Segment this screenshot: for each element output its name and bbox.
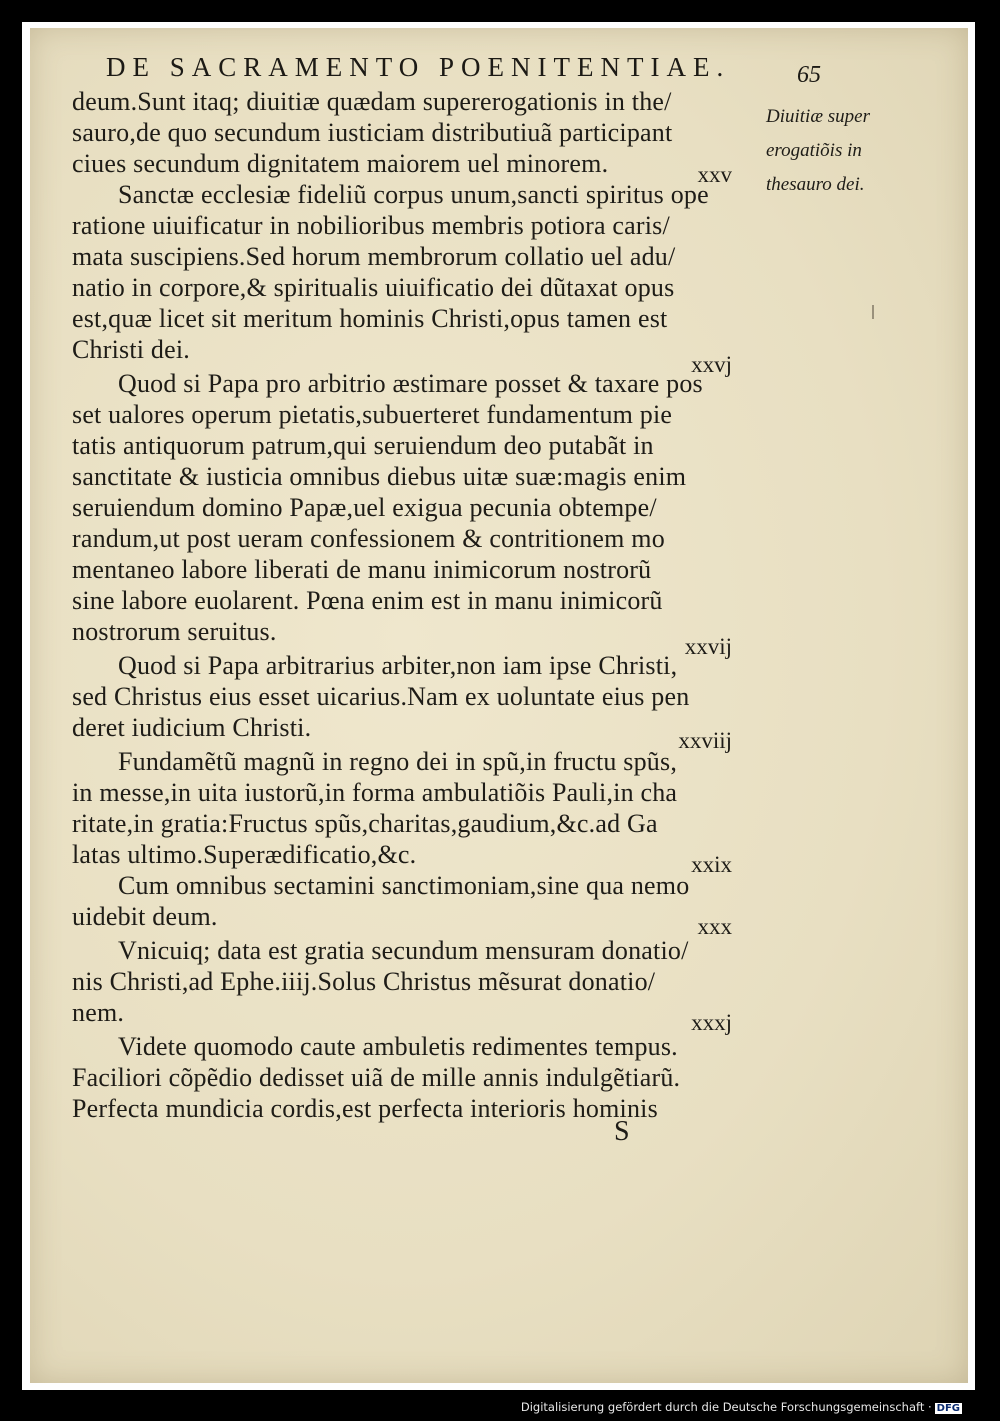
thesis-numeral: xxx	[697, 914, 732, 939]
margin-note-line: erogatiõis in	[766, 140, 862, 161]
text-line: ritate,in gratia:Fructus spũs,charitas,gaudium,&c.ad Ga	[72, 809, 658, 838]
signature-mark: S	[614, 1116, 630, 1147]
text-line: sauro,de quo secundum iusticiam distributiuã participant	[72, 118, 673, 147]
running-header: DE SACRAMENTO POENITENTIAE.	[106, 52, 731, 82]
margin-note	[766, 100, 870, 202]
text-line: sine labore euolarent. Pœna enim est in manu inimicorũ	[72, 586, 663, 615]
text-line: randum,ut post ueram confessionem & contritionem mo	[72, 524, 665, 553]
text-line: nis Christi,ad Ephe.iiij.Solus Christus mẽsurat donatio/	[72, 967, 656, 996]
text-line: mentaneo labore liberati de manu inimicorum nostrorũ	[72, 555, 652, 584]
text-line: Sanctæ ecclesiæ fideliũ corpus unum,sancti spiritus ope	[118, 180, 709, 209]
margin-note-line: thesauro dei.	[766, 174, 865, 195]
text-line: nostrorum seruitus.	[72, 617, 277, 646]
text-line: deum.Sunt itaq; diuitiæ quædam supererogationis in the/	[72, 87, 672, 116]
footer-text: Digitalisierung gefördert durch die Deutsche Forschungsgemeinschaft ·	[520, 1400, 932, 1414]
text-line: Christi dei.	[72, 335, 190, 364]
text-line: tatis antiquorum patrum,qui seruiendum deo putabãt in	[72, 431, 654, 460]
dfg-logo: DFG	[936, 1403, 960, 1414]
text-line: uidebit deum.	[72, 902, 218, 931]
thesis-numeral: xxxj	[691, 1010, 732, 1035]
text-line: set ualores operum pietatis,subuerteret fundamentum pie	[72, 400, 673, 429]
text-line: sed Christus eius esset uicarius.Nam ex uoluntate eius pen	[72, 682, 690, 711]
text-line: deret iudicium Christi.	[72, 713, 312, 742]
text-line: mata suscipiens.Sed horum membrorum collatio uel adu/	[72, 242, 676, 271]
text-line: Fundamẽtũ magnũ in regno dei in spũ,in fructu spũs,	[118, 747, 678, 776]
text-line: ratione uiuificatur in nobilioribus membris potiora caris/	[72, 211, 670, 240]
text-line: est,quæ licet sit meritum hominis Christi,opus tamen est	[72, 304, 668, 333]
text-line: Vnicuiq; data est gratia secundum mensuram donatio/	[118, 936, 689, 965]
text-line: nem.	[72, 998, 125, 1027]
text-line: Quod si Papa pro arbitrio æstimare posset & taxare pos	[118, 369, 703, 398]
thesis-numeral: xxv	[697, 162, 732, 187]
thesis-numeral: xxvij	[684, 634, 732, 659]
page-blemish	[872, 305, 874, 319]
text-line: natio in corpore,& spiritualis uiuificatio dei dũtaxat opus	[72, 273, 675, 302]
thesis-numeral: xxvj	[691, 352, 732, 377]
text-line: seruiendum domino Papæ,uel exigua pecunia obtempe/	[72, 493, 657, 522]
text-line: latas ultimo.Superædificatio,&c.	[72, 840, 417, 869]
text-line: Perfecta mundicia cordis,est perfecta interioris hominis	[72, 1094, 658, 1123]
text-line: Quod si Papa arbitrarius arbiter,non iam ipse Christi,	[118, 651, 678, 680]
footer-credit	[521, 1400, 962, 1414]
margin-note-line: Diuitiæ super	[766, 106, 870, 127]
text-line: Faciliori cõpẽdio dedisset uiã de mille annis indulgẽtiarũ.	[72, 1063, 681, 1092]
text-line: ciues secundum dignitatem maiorem uel minorem.	[72, 149, 609, 178]
text-line: Videte quomodo caute ambuletis redimentes tempus.	[118, 1032, 678, 1061]
page-number: 65	[797, 62, 821, 88]
text-line: Cum omnibus sectamini sanctimoniam,sine qua nemo	[118, 871, 690, 900]
thesis-numeral: xxix	[691, 852, 732, 877]
text-line: in messe,in uita iustorũ,in forma ambulatiõis Pauli,in cha	[72, 778, 678, 807]
text-line: sanctitate & iusticia omnibus diebus uitæ suæ:magis enim	[72, 462, 687, 491]
thesis-numeral: xxviij	[678, 728, 732, 753]
